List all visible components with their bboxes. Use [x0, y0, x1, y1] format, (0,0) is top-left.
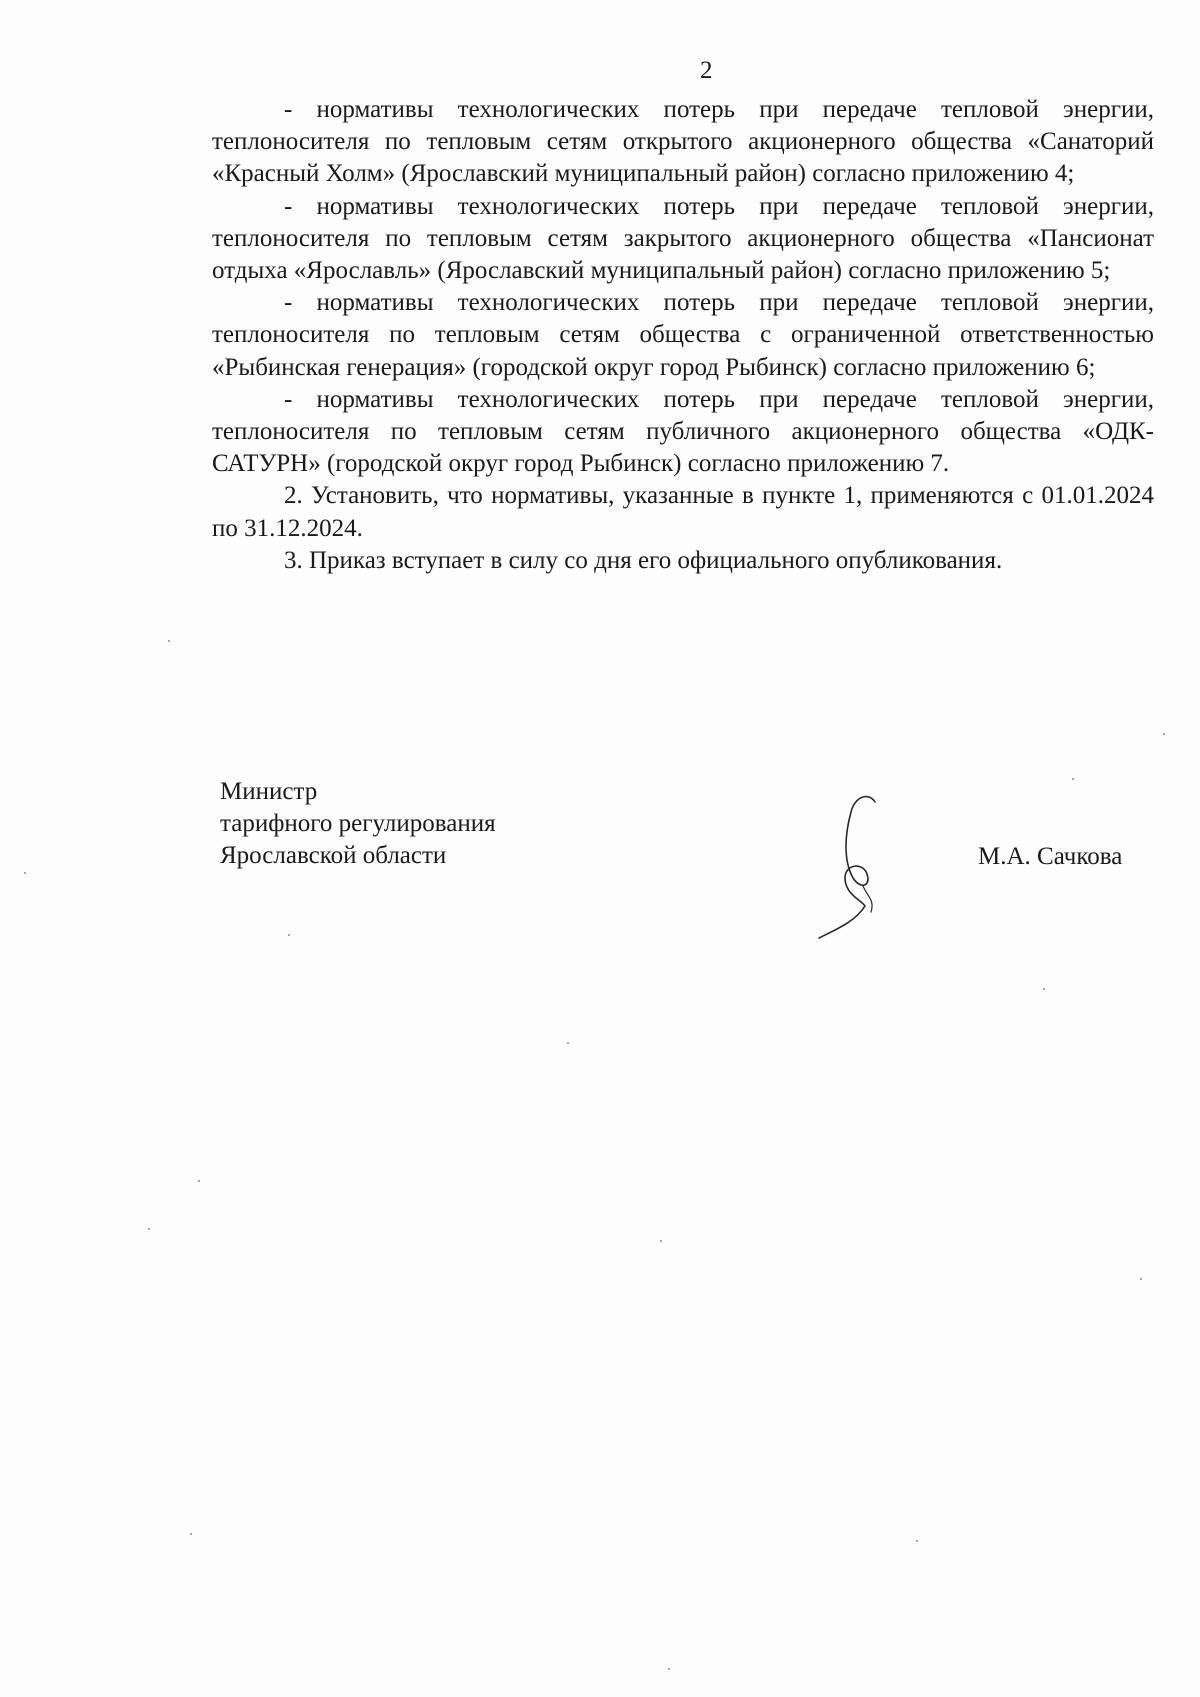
scan-speck [198, 1180, 200, 1182]
scan-speck [916, 1540, 918, 1542]
document-body [212, 94, 1154, 577]
scan-speck [288, 934, 290, 936]
scan-speck [1163, 733, 1165, 735]
scan-speck [567, 1042, 569, 1044]
signatory-title [220, 776, 496, 872]
page-number: 2 [700, 57, 713, 84]
paragraph-appendix-5: - нормативы технологических потерь при передаче тепловой энергии, теплоносителя по тепловым сетям закрытого акционерного общества «Пансионат отдыха «Ярославль» (Ярославский муниципальный район) согласно приложению 5; [212, 192, 1154, 285]
signatory-title-line: Министр [220, 778, 318, 805]
scan-speck [1140, 1278, 1142, 1280]
paragraph-appendix-7: - нормативы технологических потерь при передаче тепловой энергии, теплоносителя по тепловым сетям публичного акционерного общества «ОДК-САТУРН» (городской округ город Рыбинск) согласно приложению 7. [212, 385, 1154, 478]
signatory-title-line: Ярославской области [220, 842, 447, 869]
paragraph-clause-3: 3. Приказ вступает в силу со дня его официального опубликования. [284, 546, 1003, 574]
handwritten-signature [805, 790, 905, 940]
signatory-title-line: тарифного регулирования [220, 810, 496, 837]
scan-speck [24, 872, 26, 874]
scan-speck [148, 1228, 150, 1230]
scan-speck [1072, 778, 1074, 780]
paragraph-appendix-4: - нормативы технологических потерь при передаче тепловой энергии, теплоносителя по тепловым сетям открытого акционерного общества «Санаторий «Красный Холм» (Ярославский муниципальный район) согласно приложению 4; [212, 96, 1154, 188]
scan-speck [660, 1240, 662, 1242]
scan-speck [668, 1668, 670, 1670]
paragraph-clause-2: 2. Установить, что нормативы, указанные в пункте 1, применяются с 01.01.2024 по 31.12.2024. [212, 482, 1154, 542]
scan-speck [168, 640, 170, 642]
paragraph-appendix-6: - нормативы технологических потерь при передаче тепловой энергии, теплоносителя по тепловым сетям общества с ограниченной ответственностью «Рыбинская генерация» (городской округ город Рыбинск) согласно приложению 6; [212, 289, 1154, 381]
scan-speck [1043, 988, 1045, 990]
signatory-name: М.А. Сачкова [978, 843, 1123, 870]
scan-speck [190, 1533, 192, 1535]
